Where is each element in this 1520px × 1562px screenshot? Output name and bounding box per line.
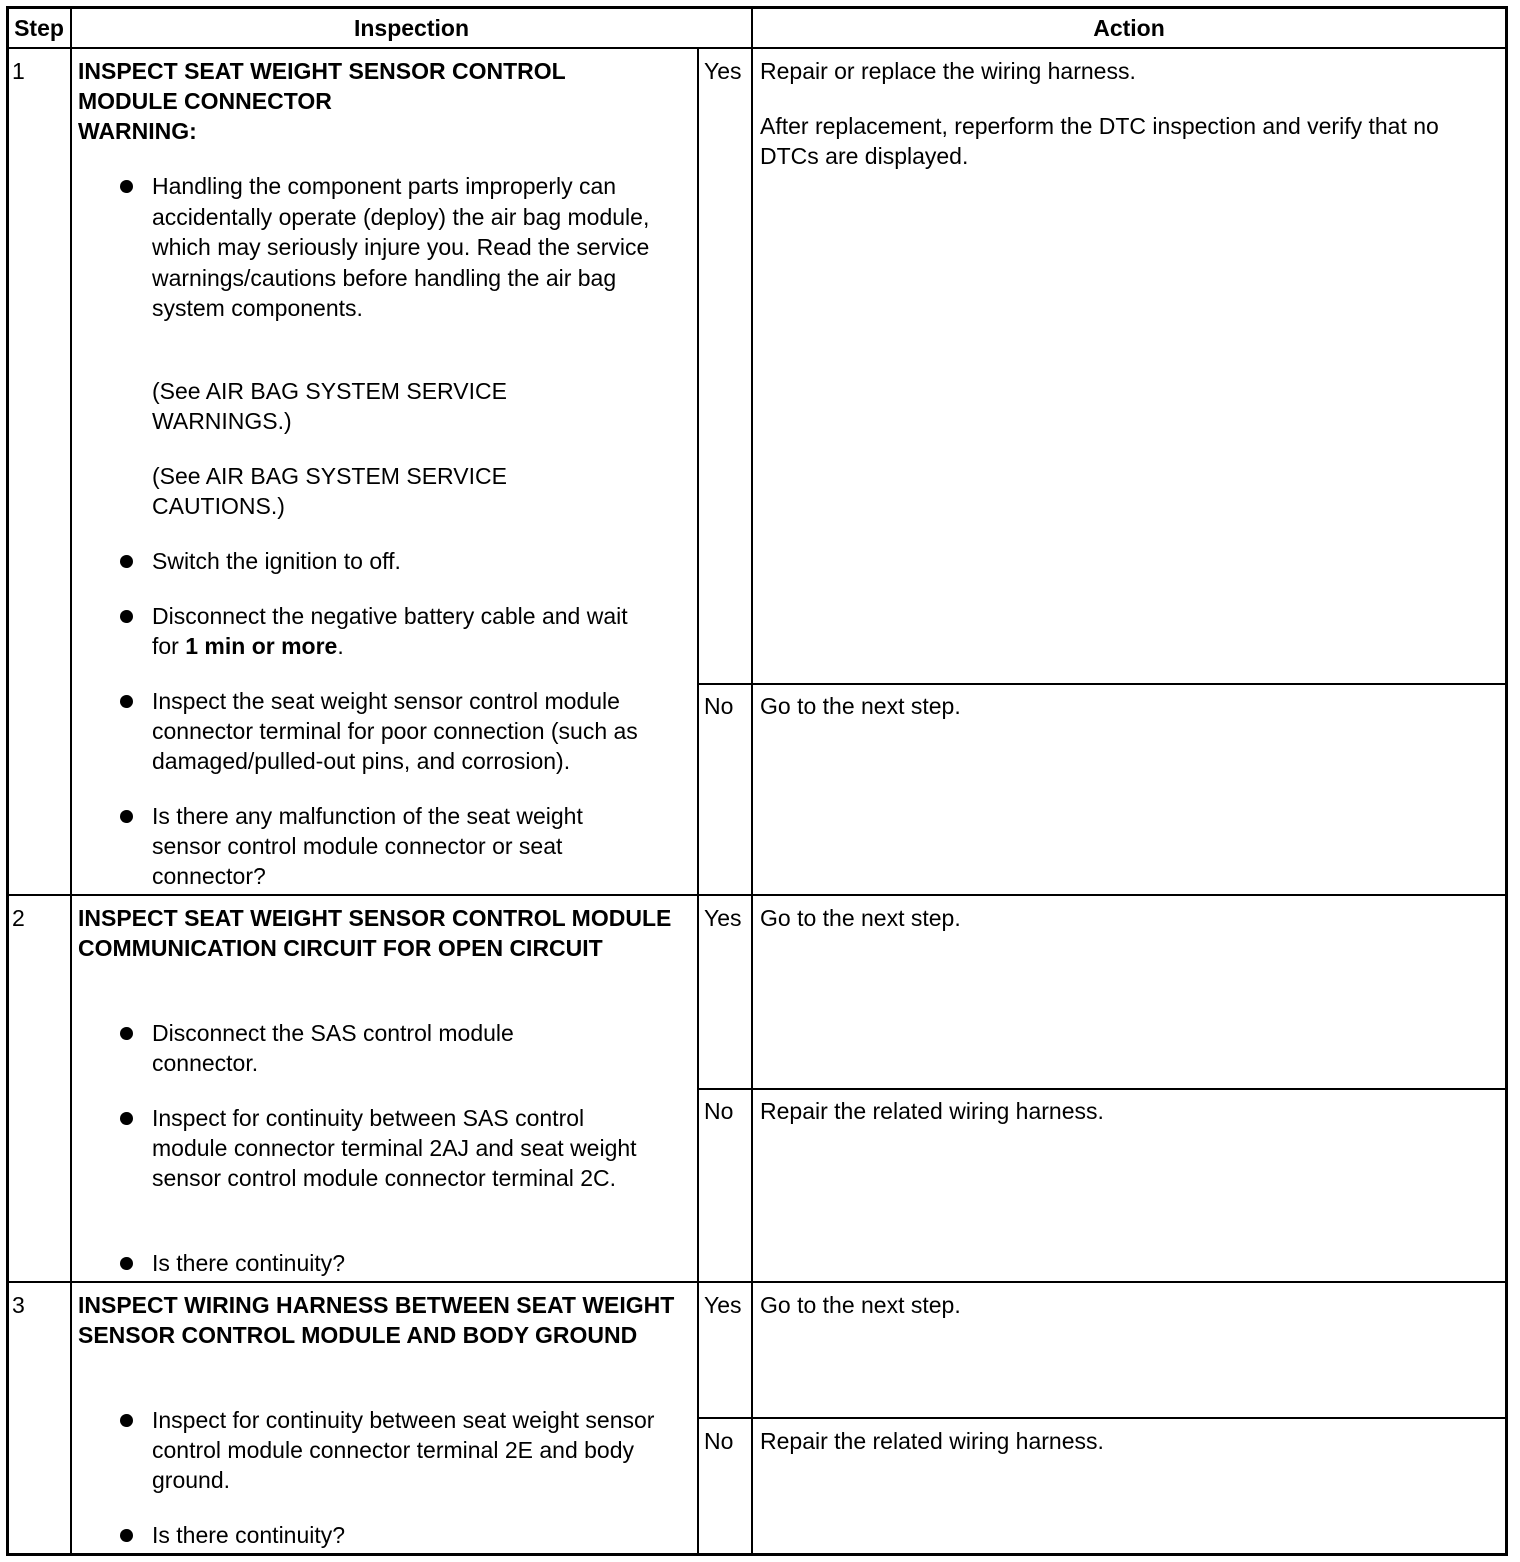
- row-divider: [6, 894, 1508, 896]
- bullet-text: Is there any malfunction of the seat weight sensor control module connector or seat connector?: [152, 803, 583, 889]
- bullet-text: Inspect for continuity between seat weight sensor control module connector terminal 2E and body ground.: [152, 1407, 655, 1493]
- table-border-top: [6, 6, 1508, 9]
- action-text: Repair or replace the wiring harness.: [760, 58, 1136, 84]
- result-yes-label: Yes: [704, 1292, 742, 1318]
- bullet-text: Handling the component parts improperly can accidentally operate (deploy) the air bag module, which may seriously injure you. Read the service warnings/cautions before handling the air bag system components.: [152, 173, 650, 321]
- bullet-text: Switch the ignition to off.: [152, 548, 401, 574]
- bullet-icon: [120, 1257, 133, 1270]
- row-divider: [6, 1281, 1508, 1283]
- table-border-right: [1505, 6, 1508, 1556]
- table-border-bottom: [6, 1553, 1508, 1556]
- header-action: Action: [1093, 15, 1165, 41]
- bullet-text: Disconnect the SAS control module connector.: [152, 1020, 514, 1076]
- bullet-text-lead: Disconnect the negative battery cable and wait for: [152, 603, 628, 659]
- column-divider: [751, 6, 753, 1556]
- bullet-text: Inspect the seat weight sensor control module connector terminal for poor connection (such as damaged/pulled-out pins, and corrosion).: [152, 688, 638, 774]
- step-number: 1: [12, 58, 25, 84]
- result-divider: [697, 1088, 1508, 1090]
- warning-label: WARNING:: [78, 118, 197, 144]
- action-text: Go to the next step.: [760, 905, 961, 931]
- result-yes-label: Yes: [704, 58, 742, 84]
- result-divider: [697, 683, 1508, 685]
- step-number: 3: [12, 1292, 25, 1318]
- bullet-text: Is there continuity?: [152, 1250, 346, 1276]
- bullet-icon: [120, 180, 133, 193]
- bullet-text: [152, 601, 642, 661]
- result-divider: [697, 1417, 1508, 1419]
- bullet-icon: [120, 1112, 133, 1125]
- bullet-text-bold: 1 min or more: [185, 633, 338, 659]
- bullet-icon: [120, 810, 133, 823]
- step-title: INSPECT WIRING HARNESS BETWEEN SEAT WEIGHT SENSOR CONTROL MODULE AND BODY GROUND: [78, 1292, 675, 1348]
- bullet-icon: [120, 610, 133, 623]
- bullet-icon: [120, 1027, 133, 1040]
- bullet-text-end: .: [337, 633, 344, 659]
- table-border-left: [6, 6, 9, 1556]
- action-text: Go to the next step.: [760, 1292, 961, 1318]
- row-divider: [6, 47, 1508, 49]
- header-step: Step: [14, 15, 64, 41]
- bullet-text: Is there continuity?: [152, 1522, 346, 1548]
- step-title: INSPECT SEAT WEIGHT SENSOR CONTROL MODULE CONNECTOR: [78, 58, 566, 114]
- bullet-icon: [120, 695, 133, 708]
- see-note: (See AIR BAG SYSTEM SERVICE WARNINGS.): [152, 378, 507, 434]
- result-yes-label: Yes: [704, 905, 742, 931]
- column-divider: [697, 48, 699, 1556]
- result-no-label: No: [704, 1428, 734, 1454]
- bullet-icon: [120, 1529, 133, 1542]
- bullet-text: Inspect for continuity between SAS control module connector terminal 2AJ and seat weight sensor control module connector terminal 2C.: [152, 1105, 637, 1191]
- bullet-icon: [120, 1414, 133, 1427]
- see-note: (See AIR BAG SYSTEM SERVICE CAUTIONS.): [152, 463, 507, 519]
- result-no-label: No: [704, 1098, 734, 1124]
- action-text: After replacement, reperform the DTC inspection and verify that no DTCs are displayed.: [760, 113, 1439, 169]
- action-text: Repair the related wiring harness.: [760, 1428, 1104, 1454]
- header-inspection: Inspection: [353, 15, 469, 41]
- bullet-icon: [120, 555, 133, 568]
- action-text: Go to the next step.: [760, 693, 961, 719]
- step-number: 2: [12, 905, 25, 931]
- action-text: Repair the related wiring harness.: [760, 1098, 1104, 1124]
- result-no-label: No: [704, 693, 734, 719]
- column-divider: [70, 6, 72, 1556]
- step-title: INSPECT SEAT WEIGHT SENSOR CONTROL MODULE COMMUNICATION CIRCUIT FOR OPEN CIRCUIT: [78, 905, 672, 961]
